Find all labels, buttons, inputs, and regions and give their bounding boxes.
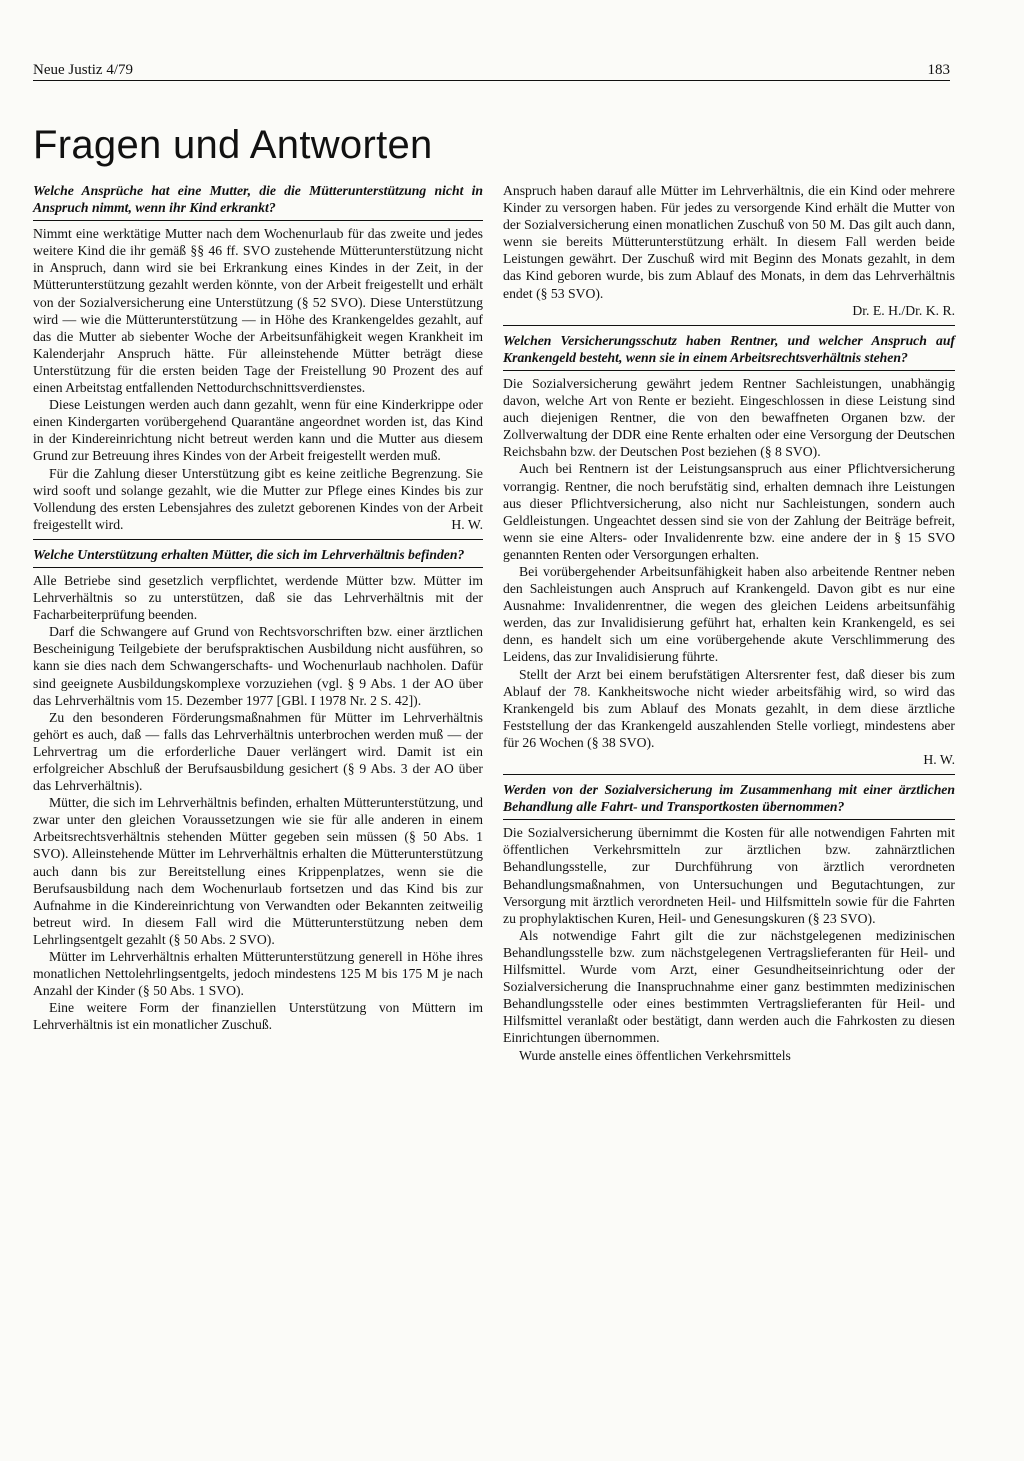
- answer-2-paragraph-3: Zu den besonderen Förderungsmaßnahmen für Mütter im Lehrverhältnis gehört es auch, daß — falls das Lehrverhältnis unterbrochen werden muß — der Lehrvertrag um die erforderliche Dauer verlängert wird. Damit ist ein erfolgreicher Abschluß der Berufsausbildung gesichert (§ 9 Abs. 3 der AO über das Lehrverhältnis).: [33, 709, 483, 794]
- left-column: [33, 182, 483, 1034]
- answer-2-paragraph-1: Alle Betriebe sind gesetzlich verpflichtet, werdende Mütter bzw. Mütter im Lehrverhältnis so zu unterstützen, daß sie das Lehrverhältnis mit der Facharbeiterprüfung beenden.: [33, 572, 483, 623]
- question-3: Welchen Versicherungsschutz haben Rentner, und welcher Anspruch auf Krankengeld besteht, wenn sie in einem Arbeitsrechtsverhältnis stehen?: [503, 325, 955, 371]
- answer-4-paragraph-2: Als notwendige Fahrt gilt die zur nächstgelegenen medizinischen Behandlungsstelle bzw. zum nächstgelegenen Vertragslieferanten für Heil- und Hilfsmittel. Wurde vom Arzt, einer Gesundheitseinrichtung oder der Sozialversicherung die Inanspruchnahme einer ganz bestimmten medizinischen Behandlungsstelle oder eines bestimmten Vertragslieferanten für Heil- und Hilfsmittel veranlaßt oder bestätigt, dann werden auch die Fahrkosten zu diesen Einrichtungen übernommen.: [503, 927, 955, 1046]
- journal-issue: Neue Justiz 4/79: [33, 62, 133, 78]
- answer-2-paragraph-4: Mütter, die sich im Lehrverhältnis befinden, erhalten Mütterunterstützung, und zwar unter den gleichen Voraussetzungen wie sie für alle anderen in einem Arbeitsrechtsverhältnis stehenden Mütter gegeben sein müssen (§ 50 Abs. 1 SVO). Alleinstehende Mütter im Lehrverhältnis erhalten die Mütterunterstützung auch dann bis zur Bereitstellung eines Krippenplatzes, wenn sie die Berufsausbildung nach dem Wochenurlaub fortsetzen und das Kind bis zur Aufnahme in die Kindereinrichtung von Verwandten oder Bekannten zeitweilig betreut wird. In diesem Fall wird die Mütterunterstützung neben dem Lehrlingsentgelt gezahlt (§ 50 Abs. 2 SVO).: [33, 795, 483, 947]
- answer-1-paragraph-1: Nimmt eine werktätige Mutter nach dem Wochenurlaub für das zweite und jedes weitere Kind die ihr gemäß §§ 46 ff. SVO zustehende Mütterunterstützung nicht in Anspruch, dann wird sie bei Erkrankung eines Kindes in der Zeit, in der Mütterunterstützung gezahlt werden könnte, von der Arbeit freigestellt und erhält von der Sozialversicherung eine Unterstützung (§ 52 SVO). Diese Unterstützung wird — wie die Mütterunterstützung — in Höhe des Krankengeldes gezahlt, auf das die Mutter ab siebenter Woche der Arbeitsunfähigkeit wegen Krankheit im Kalenderjahr Anspruch hätte. Für alleinstehende Mütter beträgt diese Unterstützung für die ersten beiden Tage der Freistellung 90 Prozent des auf einen Arbeitstag entfallenden Nettodurchschnittsverdienstes.: [33, 226, 483, 396]
- section-title: Fragen und Antworten: [33, 122, 433, 167]
- answer-4-paragraph-3: Wurde anstelle eines öffentlichen Verkehrsmittels: [519, 1047, 791, 1063]
- header-rule: [33, 80, 950, 81]
- answer-3-paragraph-1: Die Sozialversicherung gewährt jedem Rentner Sachleistungen, unabhängig davon, welche Art von Rente er bezieht. Eingeschlossen in diese Leistung sind auch diejenigen Rentner, die von den bewaffneten Organen bzw. der Zollverwaltung der DDR eine Rente erhalten oder eine Versorgung der Deutschen Reichsbahn bzw. der Deutschen Post beziehen (§ 8 SVO).: [503, 375, 955, 460]
- answer-1-paragraph-2: Diese Leistungen werden auch dann gezahlt, wenn für eine Kinderkrippe oder einen Kindergarten vorübergehend Quarantäne angeordnet worden ist, das Kind in der Kindereinrichtung nicht betreut werden kann und die Mutter aus diesem Grund zur Betreuung ihres Kindes von der Arbeit freigestellt werden muß.: [33, 397, 483, 464]
- question-1: Welche Ansprüche hat eine Mutter, die die Mütterunterstützung nicht in Anspruch nimmt, wenn ihr Kind erkrankt?: [33, 182, 483, 221]
- right-column: [503, 182, 955, 1064]
- answer-1-signature: H. W.: [451, 516, 483, 532]
- answer-2-paragraph-6-continued: Anspruch haben darauf alle Mütter im Lehrverhältnis, die ein Kind oder mehrere Kinder zu versorgen haben. Für jedes zu versorgende Kind erhält die Mutter von der Sozialversicherung einen monatlichen Zuschuß von 50 M. Das gilt auch dann, wenn sie bereits Mütterunterstützung erhält. In diesem Fall werden beide Leistungen gewährt. Der Zuschuß wird mit Beginn des Monats gezahlt, in dem das Kind geboren wurde, bis zum Ablauf des Monats, in dem das Lehrverhältnis endet (§ 53 SVO).: [503, 183, 955, 301]
- page-number: 183: [927, 62, 950, 78]
- answer-4-paragraph-1: Die Sozialversicherung übernimmt die Kosten für alle notwendigen Fahrten mit öffentlichen Verkehrsmitteln zur ärztlichen bzw. zahnärztlichen Behandlungsstelle, zur Durchführung von ärztlich verordneten Behandlungsmaßnahmen, von Untersuchungen und Begutachtungen, zur Versorgung mit ärztlich verordneten Heil- und Hilfsmitteln sowie für die Fahrten zu prophylaktischen Kuren, Heil- und Genesungskuren (§ 23 SVO).: [503, 825, 955, 926]
- answer-3-paragraph-3: Bei vorübergehender Arbeitsunfähigkeit haben also arbeitende Rentner neben den Sachleistungen auch Anspruch auf Krankengeld. Davon gibt es nur eine Ausnahme: Invalidenrentner, die wegen des gleichen Leidens arbeitsunfähig werden, das zur Invalidisierung geführt hat, erhalten kein Krankengeld, es sei denn, es handelt sich um eine vorübergehende akute Verschlimmerung des Leidens, das zur Invalidisierung führte.: [503, 563, 955, 665]
- answer-2-paragraph-6: Eine weitere Form der finanziellen Unterstützung von Müttern im Lehrverhältnis ist ein monatlicher Zuschuß.: [33, 1000, 483, 1033]
- answer-2-signature: Dr. E. H./Dr. K. R.: [852, 302, 955, 318]
- answer-1-paragraph-3-text: Für die Zahlung dieser Unterstützung gibt es keine zeitliche Begrenzung. Sie wird sooft und solange gezahlt, wie die Mutter zur Pflege eines Kindes bis zur Vollendung des ersten Lebensjahres des zuletzt geborenen Kindes von der Arbeit freigestellt wird.: [33, 465, 483, 532]
- question-2: Welche Unterstützung erhalten Mütter, die sich im Lehrverhältnis befinden?: [33, 539, 483, 568]
- answer-3-signature: H. W.: [923, 752, 955, 767]
- answer-1-paragraph-3: [33, 465, 483, 533]
- question-4: Werden von der Sozialversicherung im Zusammenhang mit einer ärztlichen Behandlung alle Fahrt- und Transportkosten übernommen?: [503, 774, 955, 820]
- answer-3-paragraph-4: Stellt der Arzt bei einem berufstätigen Altersrenter fest, daß dieser bis zum Ablauf der 78. Kankheitswoche nicht wieder arbeitsfähig wird, so wird das Krankengeld bis zum Ablauf des Monats gezahlt, in dem diese ärztliche Feststellung der das Krankengeld auszahlenden Stelle vorliegt, mindestens aber für 26 Wochen (§ 38 SVO).: [503, 666, 955, 750]
- answer-2-paragraph-5: Mütter im Lehrverhältnis erhalten Mütterunterstützung generell in Höhe ihres monatlichen Nettolehrlingsentgelts, jedoch mindestens 125 M bis 175 M je nach Anzahl der Kinder (§ 50 Abs. 1 SVO).: [33, 949, 483, 999]
- running-head: [33, 62, 950, 79]
- answer-2-paragraph-2: Darf die Schwangere auf Grund von Rechtsvorschriften bzw. einer ärztlichen Bescheinigung Teilgebiete der berufspraktischen Ausbildung nicht ausführen, so kann sie dies nach dem Schwangerschafts- und Wochenurlaub nachholen. Dafür sind geeignete Ausbildungskomplexe vorzuziehen (vgl. § 9 Abs. 1 der AO über das Lehrverhältnis vom 15. Dezember 1977 [GBl. I 1978 Nr. 2 S. 42]).: [33, 624, 483, 708]
- answer-3-paragraph-2: Auch bei Rentnern ist der Leistungsanspruch aus einer Pflichtversicherung vorrangig. Rentner, die noch berufstätig sind, erhalten demnach ihre Leistungen aus dieser Pflichtversicherung, also nicht nur Sachleistungen, sondern auch Geldleistungen. Ungeachtet dessen sind sie von der Zahlung der Beiträge befreit, wenn sie eine Alters- oder Invalidenrente bzw. eine andere der in § 15 SVO genannten Renten oder Versorgungen erhalten.: [503, 461, 955, 562]
